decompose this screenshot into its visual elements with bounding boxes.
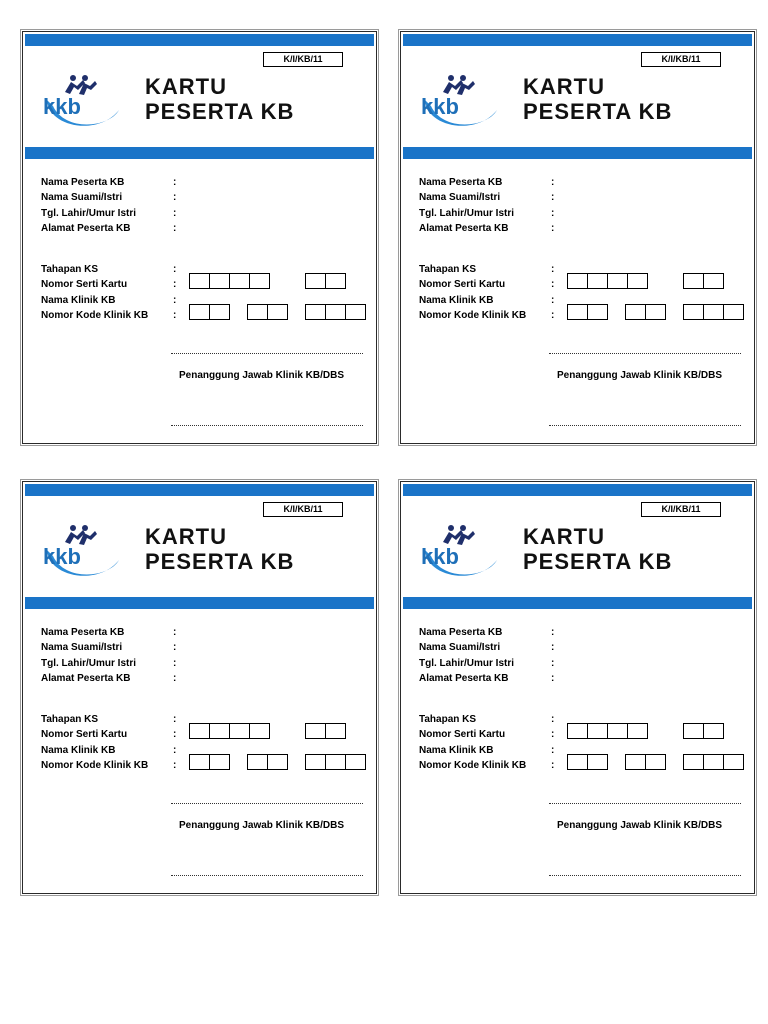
- nama-suami-label: Nama Suami/Istri: [41, 192, 123, 203]
- kode-klinik-boxes-c[interactable]: [305, 754, 366, 770]
- title-line-1: KARTU: [523, 524, 605, 549]
- alamat-label: Alamat Peserta KB: [41, 673, 131, 684]
- digit-box[interactable]: [306, 755, 326, 769]
- signature-label: Penanggung Jawab Klinik KB/DBS: [557, 820, 723, 831]
- alamat-label: Alamat Peserta KB: [41, 223, 131, 234]
- digit-box[interactable]: [190, 305, 210, 319]
- digit-box[interactable]: [724, 755, 743, 769]
- field-colon: :: [551, 627, 555, 638]
- field-colon: :: [551, 223, 555, 234]
- digit-box[interactable]: [608, 274, 628, 288]
- digit-box[interactable]: [306, 274, 326, 288]
- kode-klinik-boxes-b[interactable]: [625, 304, 666, 320]
- digit-box[interactable]: [306, 305, 326, 319]
- digit-box[interactable]: [684, 274, 704, 288]
- card-title: [523, 74, 672, 124]
- middle-blue-bar: [25, 147, 374, 159]
- kode-klinik-boxes-a[interactable]: [189, 304, 230, 320]
- nomor-seri-boxes-b[interactable]: [683, 723, 724, 739]
- field-colon: :: [173, 264, 177, 275]
- digit-box[interactable]: [724, 305, 743, 319]
- digit-box[interactable]: [268, 305, 287, 319]
- field-colon: :: [173, 279, 177, 290]
- nomor-seri-boxes-a[interactable]: [189, 723, 270, 739]
- field-colon: :: [173, 760, 177, 771]
- nama-suami-label: Nama Suami/Istri: [419, 192, 501, 203]
- digit-box[interactable]: [646, 305, 665, 319]
- kode-klinik-label: Nomor Kode Klinik KB: [41, 760, 149, 771]
- kkb-logo-icon: [37, 70, 127, 132]
- digit-box[interactable]: [646, 755, 665, 769]
- signature-line-top: [549, 803, 741, 804]
- digit-box[interactable]: [704, 755, 724, 769]
- alamat-label: Alamat Peserta KB: [419, 223, 509, 234]
- digit-box[interactable]: [568, 305, 588, 319]
- digit-box[interactable]: [190, 724, 210, 738]
- digit-box[interactable]: [608, 724, 628, 738]
- digit-box[interactable]: [626, 755, 646, 769]
- field-colon: :: [173, 223, 177, 234]
- signature-line-top: [171, 803, 363, 804]
- signature-line-top: [171, 353, 363, 354]
- form-code: K/I/KB/11: [263, 502, 343, 517]
- signature-line-bottom: [549, 875, 741, 876]
- digit-box[interactable]: [704, 274, 723, 288]
- field-colon: :: [173, 192, 177, 203]
- digit-box[interactable]: [346, 305, 365, 319]
- field-colon: :: [173, 177, 177, 188]
- kode-klinik-boxes-c[interactable]: [305, 304, 366, 320]
- field-colon: :: [551, 177, 555, 188]
- digit-box[interactable]: [704, 724, 723, 738]
- nomor-seri-boxes-b[interactable]: [305, 273, 346, 289]
- nomor-seri-label: Nomor Serti Kartu: [41, 279, 128, 290]
- field-colon: :: [173, 310, 177, 321]
- digit-box[interactable]: [588, 274, 608, 288]
- kartu-peserta-card: [22, 481, 377, 894]
- digit-box[interactable]: [568, 755, 588, 769]
- digit-box[interactable]: [628, 724, 647, 738]
- kode-klinik-label: Nomor Kode Klinik KB: [419, 310, 527, 321]
- nama-klinik-label: Nama Klinik KB: [41, 745, 116, 756]
- nomor-seri-boxes-a[interactable]: [189, 273, 270, 289]
- signature-label: Penanggung Jawab Klinik KB/DBS: [179, 370, 345, 381]
- logo-text: kkb: [421, 544, 459, 569]
- field-colon: :: [551, 729, 555, 740]
- digit-box[interactable]: [326, 305, 346, 319]
- digit-box[interactable]: [588, 724, 608, 738]
- nama-peserta-label: Nama Peserta KB: [419, 177, 503, 188]
- digit-box[interactable]: [210, 274, 230, 288]
- signature-line-bottom: [549, 425, 741, 426]
- kkb-logo-icon: [415, 520, 505, 582]
- digit-box[interactable]: [588, 305, 607, 319]
- digit-box[interactable]: [628, 274, 647, 288]
- middle-blue-bar: [25, 597, 374, 609]
- signature-line-bottom: [171, 425, 363, 426]
- middle-blue-bar: [403, 147, 752, 159]
- tgl-lahir-label: Tgl. Lahir/Umur Istri: [419, 658, 515, 669]
- top-blue-bar: [403, 34, 752, 46]
- tahapan-ks-label: Tahapan KS: [41, 714, 99, 725]
- field-colon: :: [173, 642, 177, 653]
- field-colon: :: [551, 642, 555, 653]
- digit-box[interactable]: [190, 755, 210, 769]
- field-colon: :: [173, 295, 177, 306]
- digit-box[interactable]: [230, 274, 250, 288]
- digit-box[interactable]: [268, 755, 287, 769]
- nama-peserta-label: Nama Peserta KB: [41, 177, 125, 188]
- nomor-seri-boxes-a[interactable]: [567, 273, 648, 289]
- signature-line-top: [549, 353, 741, 354]
- logo-text: kkb: [421, 94, 459, 119]
- digit-box[interactable]: [684, 755, 704, 769]
- digit-box[interactable]: [250, 724, 269, 738]
- nama-klinik-label: Nama Klinik KB: [419, 295, 494, 306]
- signature-label: Penanggung Jawab Klinik KB/DBS: [179, 820, 345, 831]
- title-line-2: PESERTA KB: [145, 549, 295, 574]
- digit-box[interactable]: [704, 305, 724, 319]
- nama-suami-label: Nama Suami/Istri: [419, 642, 501, 653]
- kkb-logo-icon: [37, 520, 127, 582]
- field-colon: :: [551, 673, 555, 684]
- card-title: [145, 74, 294, 124]
- signature-label: Penanggung Jawab Klinik KB/DBS: [557, 370, 723, 381]
- field-colon: :: [551, 658, 555, 669]
- field-colon: :: [173, 673, 177, 684]
- logo-text: kkb: [43, 94, 81, 119]
- top-blue-bar: [25, 34, 374, 46]
- digit-box[interactable]: [568, 274, 588, 288]
- field-colon: :: [551, 745, 555, 756]
- nomor-seri-boxes-a[interactable]: [567, 723, 648, 739]
- field-colon: :: [551, 760, 555, 771]
- digit-box[interactable]: [306, 724, 326, 738]
- top-blue-bar: [25, 484, 374, 496]
- title-line-2: PESERTA KB: [523, 99, 673, 124]
- digit-box[interactable]: [210, 724, 230, 738]
- field-colon: :: [551, 279, 555, 290]
- digit-box[interactable]: [326, 274, 345, 288]
- nama-peserta-label: Nama Peserta KB: [41, 627, 125, 638]
- nomor-seri-boxes-b[interactable]: [305, 723, 346, 739]
- form-code: K/I/KB/11: [263, 52, 343, 67]
- nomor-seri-boxes-b[interactable]: [683, 273, 724, 289]
- field-colon: :: [551, 295, 555, 306]
- field-colon: :: [173, 745, 177, 756]
- logo-text: kkb: [43, 544, 81, 569]
- form-code: K/I/KB/11: [641, 52, 721, 67]
- digit-box[interactable]: [568, 724, 588, 738]
- field-colon: :: [551, 714, 555, 725]
- digit-box[interactable]: [326, 724, 345, 738]
- kode-klinik-boxes-c[interactable]: [683, 754, 744, 770]
- kartu-peserta-card: [400, 31, 755, 444]
- title-line-2: PESERTA KB: [145, 99, 295, 124]
- signature-line-bottom: [171, 875, 363, 876]
- kartu-peserta-card: [400, 481, 755, 894]
- kode-klinik-boxes-b[interactable]: [625, 754, 666, 770]
- kode-klinik-boxes-b[interactable]: [247, 754, 288, 770]
- kode-klinik-boxes-c[interactable]: [683, 304, 744, 320]
- nomor-seri-label: Nomor Serti Kartu: [419, 729, 506, 740]
- top-blue-bar: [403, 484, 752, 496]
- digit-box[interactable]: [248, 755, 268, 769]
- title-line-1: KARTU: [145, 524, 227, 549]
- digit-box[interactable]: [346, 755, 365, 769]
- digit-box[interactable]: [684, 305, 704, 319]
- form-code: K/I/KB/11: [641, 502, 721, 517]
- digit-box[interactable]: [588, 755, 607, 769]
- tahapan-ks-label: Tahapan KS: [419, 264, 477, 275]
- field-colon: :: [551, 264, 555, 275]
- tahapan-ks-label: Tahapan KS: [419, 714, 477, 725]
- nama-peserta-label: Nama Peserta KB: [419, 627, 503, 638]
- digit-box[interactable]: [326, 755, 346, 769]
- kode-klinik-label: Nomor Kode Klinik KB: [41, 310, 149, 321]
- tgl-lahir-label: Tgl. Lahir/Umur Istri: [41, 658, 137, 669]
- kode-klinik-label: Nomor Kode Klinik KB: [419, 760, 527, 771]
- field-colon: :: [551, 192, 555, 203]
- digit-box[interactable]: [210, 755, 229, 769]
- nomor-seri-label: Nomor Serti Kartu: [41, 729, 128, 740]
- field-colon: :: [551, 208, 555, 219]
- kartu-peserta-card: [22, 31, 377, 444]
- kode-klinik-boxes-a[interactable]: [189, 754, 230, 770]
- kode-klinik-boxes-a[interactable]: [567, 754, 608, 770]
- tgl-lahir-label: Tgl. Lahir/Umur Istri: [41, 208, 137, 219]
- field-colon: :: [551, 310, 555, 321]
- card-title: [523, 524, 672, 574]
- title-line-2: PESERTA KB: [523, 549, 673, 574]
- alamat-label: Alamat Peserta KB: [419, 673, 509, 684]
- digit-box[interactable]: [190, 274, 210, 288]
- title-line-1: KARTU: [145, 74, 227, 99]
- field-colon: :: [173, 627, 177, 638]
- kode-klinik-boxes-a[interactable]: [567, 304, 608, 320]
- title-line-1: KARTU: [523, 74, 605, 99]
- tahapan-ks-label: Tahapan KS: [41, 264, 99, 275]
- digit-box[interactable]: [210, 305, 229, 319]
- tgl-lahir-label: Tgl. Lahir/Umur Istri: [419, 208, 515, 219]
- field-colon: :: [173, 208, 177, 219]
- field-colon: :: [173, 714, 177, 725]
- nama-klinik-label: Nama Klinik KB: [41, 295, 116, 306]
- kkb-logo-icon: [415, 70, 505, 132]
- kode-klinik-boxes-b[interactable]: [247, 304, 288, 320]
- digit-box[interactable]: [626, 305, 646, 319]
- card-title: [145, 524, 294, 574]
- nomor-seri-label: Nomor Serti Kartu: [419, 279, 506, 290]
- digit-box[interactable]: [250, 274, 269, 288]
- digit-box[interactable]: [230, 724, 250, 738]
- digit-box[interactable]: [248, 305, 268, 319]
- nama-klinik-label: Nama Klinik KB: [419, 745, 494, 756]
- middle-blue-bar: [403, 597, 752, 609]
- digit-box[interactable]: [684, 724, 704, 738]
- field-colon: :: [173, 729, 177, 740]
- nama-suami-label: Nama Suami/Istri: [41, 642, 123, 653]
- field-colon: :: [173, 658, 177, 669]
